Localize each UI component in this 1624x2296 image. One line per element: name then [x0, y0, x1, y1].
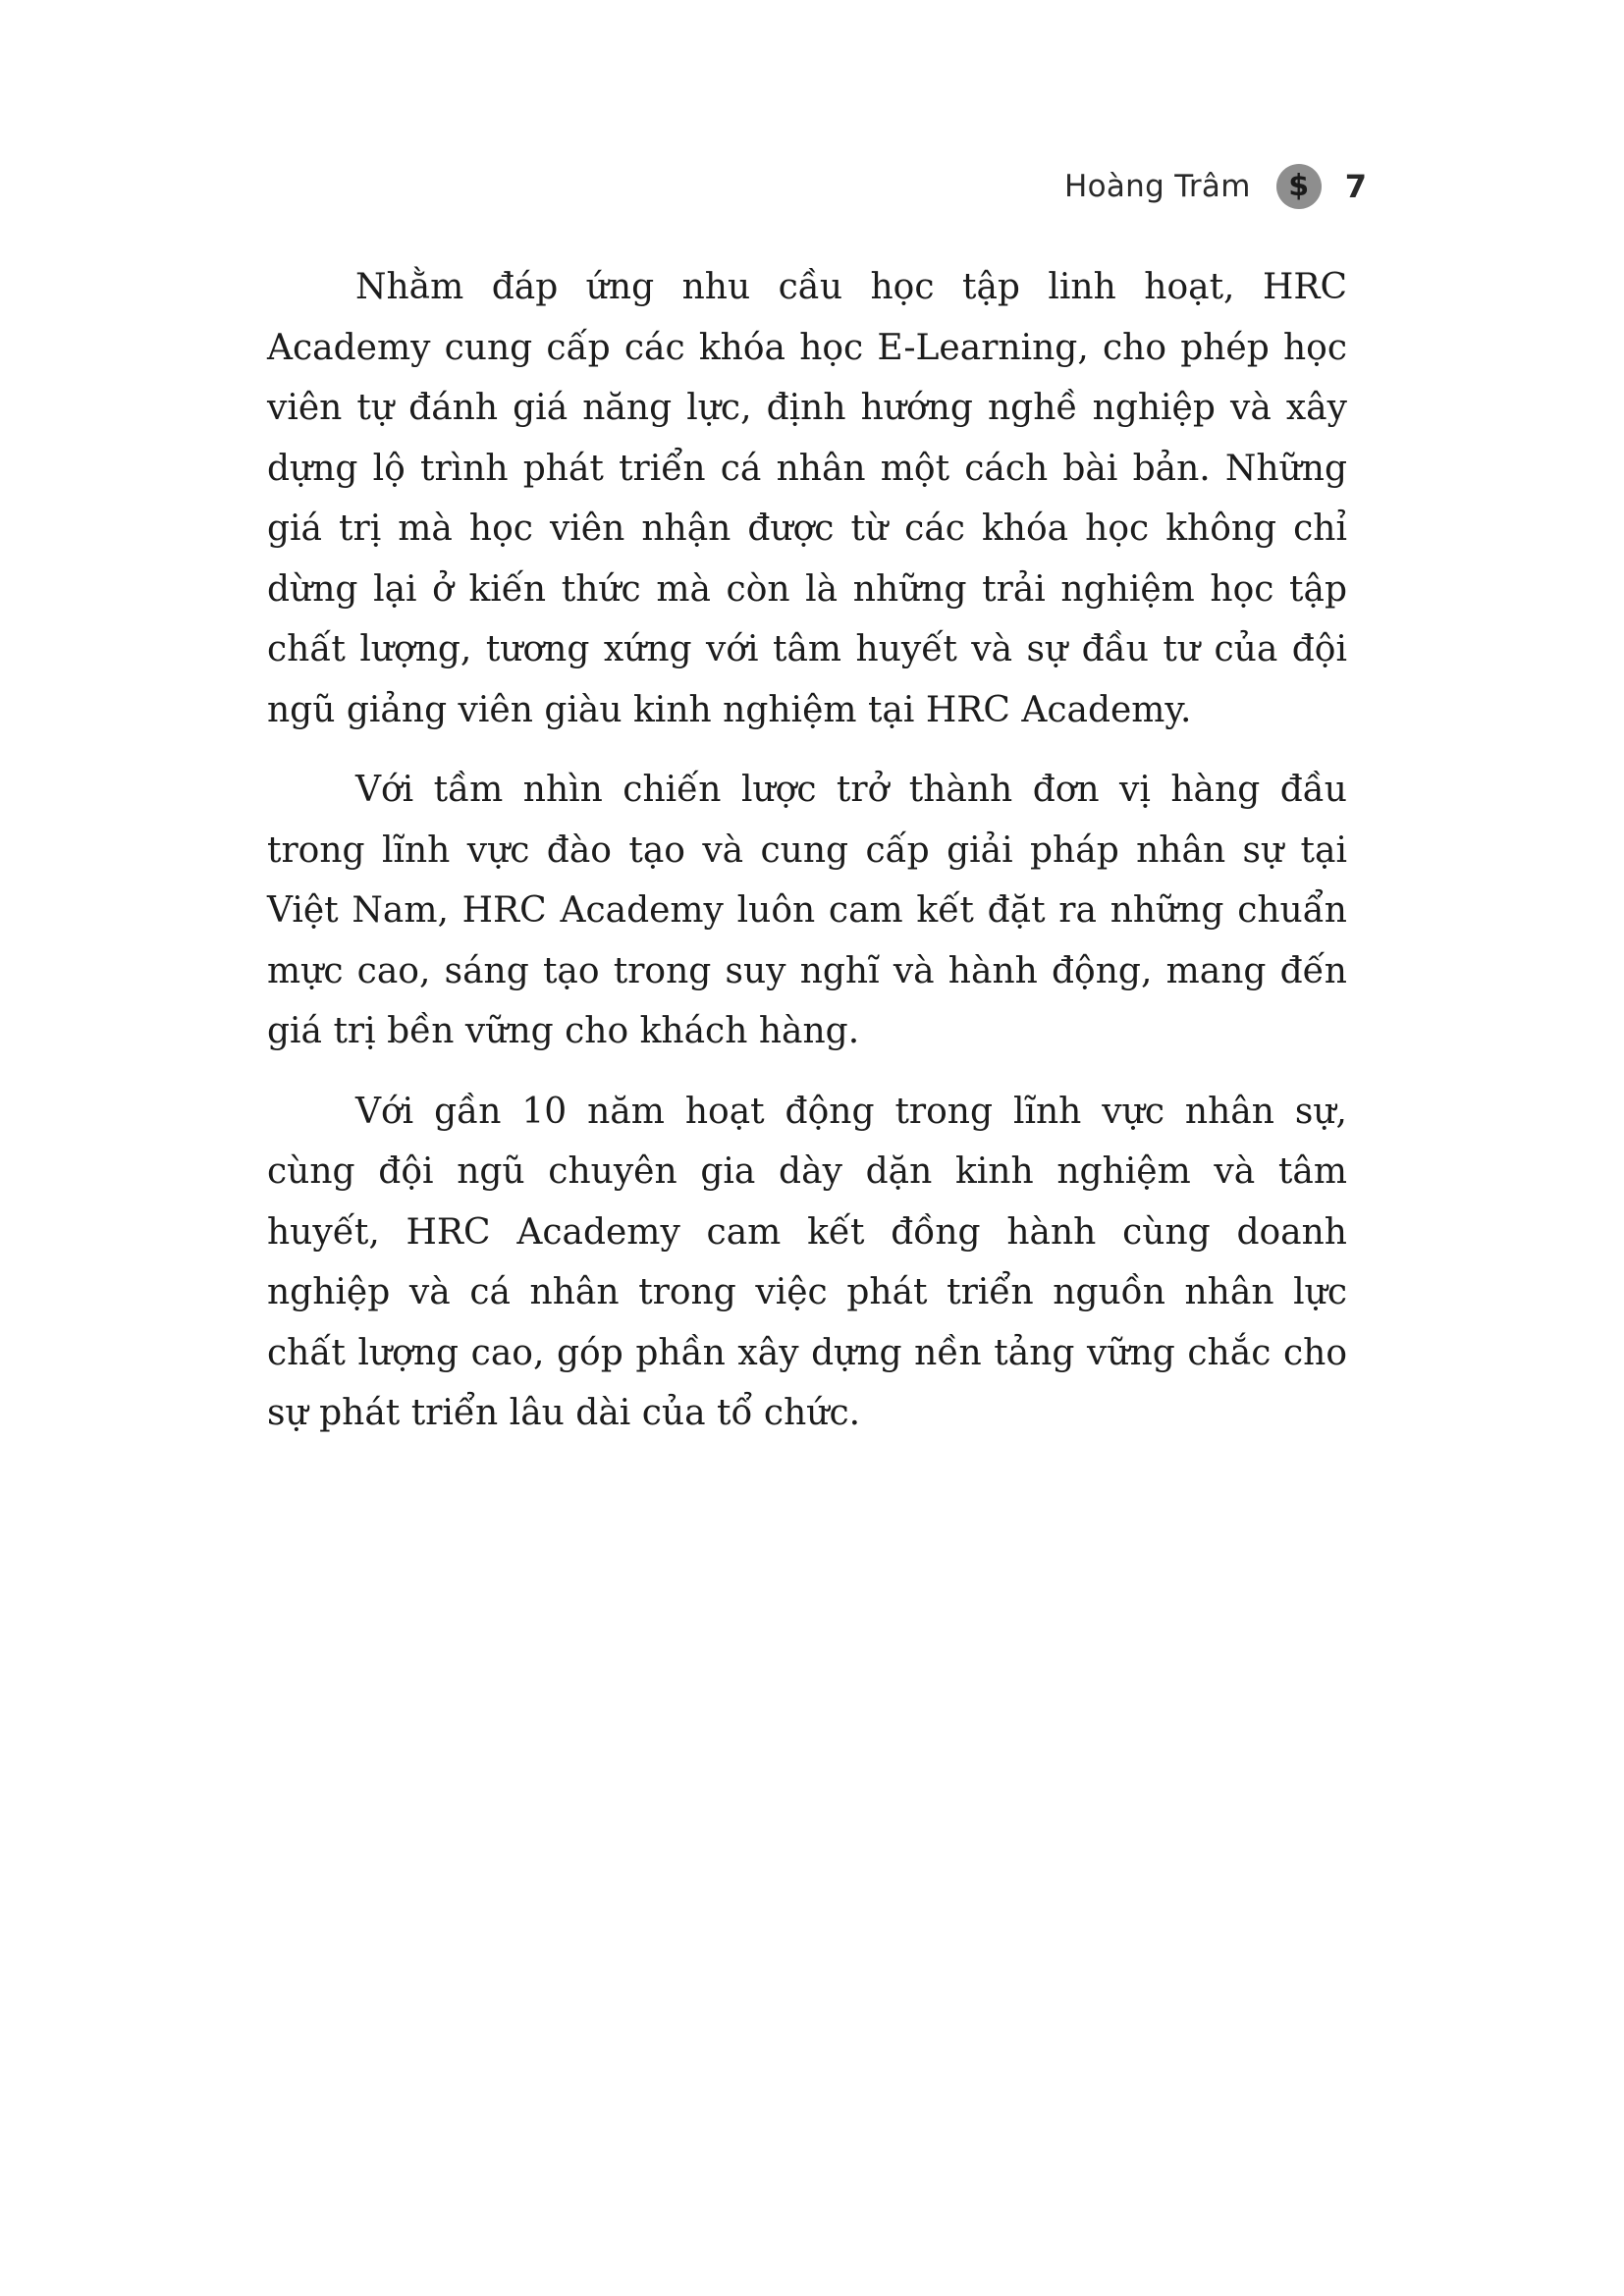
paragraph-2: Với tầm nhìn chiến lược trở thành đơn vị hàng đầu trong lĩnh vực đào tạo và cung cấp giải pháp nhân sự tại Việt Nam, HRC Academy luôn cam kết đặt ra những chuẩn mực cao, sáng tạo trong suy nghĩ và hành động, mang đến giá trị bền vững cho khách hàng. — [267, 770, 1347, 1051]
dollar-coin-icon: $ — [1276, 164, 1322, 209]
header-author: Hoàng Trâm — [1063, 169, 1251, 204]
paragraph-1: Nhằm đáp ứng nhu cầu học tập linh hoạt, HRC Academy cung cấp các khóa học E-Learning, cho phép học viên tự đánh giá năng lực, định hướng nghề nghiệp và xây dựng lộ trình phát triển cá nhân một cách bài bản. Những giá trị mà học viên nhận được từ các khóa học không chỉ dừng lại ở kiến thức mà còn là những trải nghiệm học tập chất lượng, tương xứng với tâm huyết và sự đầu tư của đội ngũ giảng viên giàu kinh nghiệm tại HRC Academy. — [267, 267, 1347, 730]
paragraph-3: Với gần 10 năm hoạt động trong lĩnh vực nhân sự, cùng đội ngũ chuyên gia dày dặn kinh nghiệm và tâm huyết, HRC Academy cam kết đồng hành cùng doanh nghiệp và cá nhân trong việc phát triển nguồn nhân lực chất lượng cao, góp phần xây dựng nền tảng vững chắc cho sự phát triển lâu dài của tổ chức. — [267, 1091, 1347, 1433]
body-text — [267, 257, 1347, 1464]
page-number: 7 — [1344, 168, 1367, 205]
running-header — [1064, 159, 1367, 214]
